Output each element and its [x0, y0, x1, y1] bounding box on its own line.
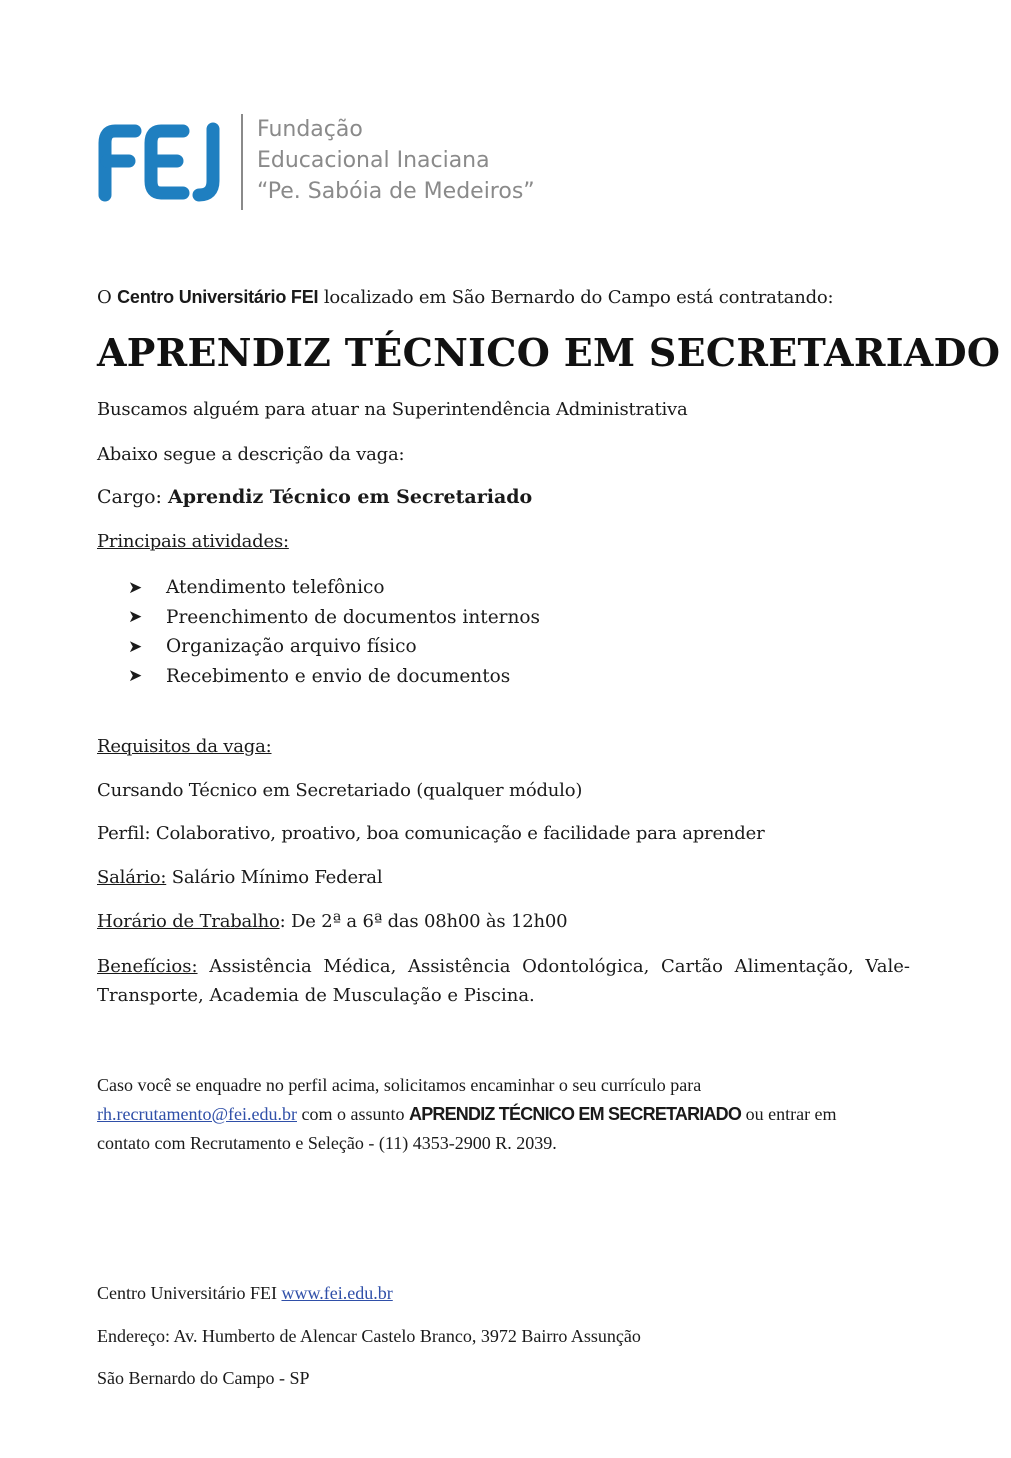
- arrow-bullet-icon: ➤: [128, 666, 143, 687]
- arrow-bullet-icon: ➤: [128, 636, 143, 657]
- subject-bold: APRENDIZ TÉCNICO EM SECRETARIADO: [409, 1104, 742, 1124]
- benefits-paragraph: [97, 952, 910, 1010]
- list-item: ➤ Recebimento e envio de documentos: [128, 665, 511, 687]
- salary-line: [97, 867, 382, 888]
- fei-logo-mark: [95, 115, 235, 207]
- email-link[interactable]: rh.recrutamento@fei.edu.br: [97, 1104, 297, 1124]
- requirements-heading: Requisitos da vaga:: [97, 736, 272, 757]
- benefits-label: Benefícios:: [97, 956, 198, 977]
- cargo-label: Cargo:: [97, 486, 168, 508]
- search-line: Buscamos alguém para atuar na Superintendência Administrativa: [97, 399, 688, 420]
- footer-org: Centro Universitário FEI: [97, 1283, 282, 1303]
- description-intro: Abaixo segue a descrição da vaga:: [97, 444, 405, 465]
- organization-name: [257, 114, 535, 207]
- cargo-line: [97, 486, 532, 508]
- activities-heading: Principais atividades:: [97, 531, 289, 552]
- arrow-bullet-icon: ➤: [128, 607, 143, 628]
- list-item: ➤ Atendimento telefônico: [128, 577, 385, 599]
- intro-suffix: localizado em São Bernardo do Campo está contratando:: [318, 287, 834, 308]
- website-link[interactable]: www.fei.edu.br: [281, 1283, 393, 1303]
- footer-city: São Bernardo do Campo - SP: [97, 1368, 310, 1388]
- activities-list: [128, 573, 540, 691]
- footer-org-line: [97, 1283, 393, 1304]
- cargo-value: Aprendiz Técnico em Secretariado: [168, 486, 533, 508]
- org-line-1: Fundação: [257, 117, 363, 142]
- job-headline: APRENDIZ TÉCNICO EM SECRETARIADO: [97, 330, 1001, 375]
- hours-label: Horário de Trabalho: [97, 911, 280, 932]
- requirement-profile: Perfil: Colaborativo, proativo, boa comunicação e facilidade para aprender: [97, 823, 765, 844]
- logo-divider: [241, 114, 243, 210]
- list-item: ➤ Organização arquivo físico: [128, 636, 417, 658]
- hours-line: [97, 911, 567, 932]
- arrow-bullet-icon: ➤: [128, 577, 143, 598]
- hours-value: : De 2ª a 6ª das 08h00 às 12h00: [279, 911, 568, 932]
- salary-label: Salário:: [97, 867, 167, 888]
- org-line-2: Educacional Inaciana: [257, 148, 490, 173]
- org-line-3: “Pe. Sabóia de Medeiros”: [257, 179, 535, 204]
- intro-org-name: Centro Universitário FEI: [117, 287, 319, 307]
- footer-address: Endereço: Av. Humberto de Alencar Castelo Branco, 3972 Bairro Assunção: [97, 1326, 641, 1346]
- salary-value: Salário Mínimo Federal: [166, 867, 383, 888]
- benefits-value: Assistência Médica, Assistência Odontológica, Cartão Alimentação, Vale-Transporte, Academia de Musculação e Piscina.: [97, 956, 910, 1006]
- intro-prefix: O: [97, 287, 118, 308]
- intro-line: [97, 287, 833, 308]
- requirement-course: Cursando Técnico em Secretariado (qualquer módulo): [97, 780, 583, 801]
- list-item: ➤ Preenchimento de documentos internos: [128, 606, 541, 628]
- contact-paragraph: Caso você se enquadre no perfil acima, solicitamos encaminhar o seu currículo para rh.recrutamento@fei.edu.br com o assunto APRENDIZ TÉCNICO EM SECRETARIADO ou entrar em contato com Recrutamento e Seleção - (11) 4353-2900 R. 2039.: [97, 1075, 837, 1153]
